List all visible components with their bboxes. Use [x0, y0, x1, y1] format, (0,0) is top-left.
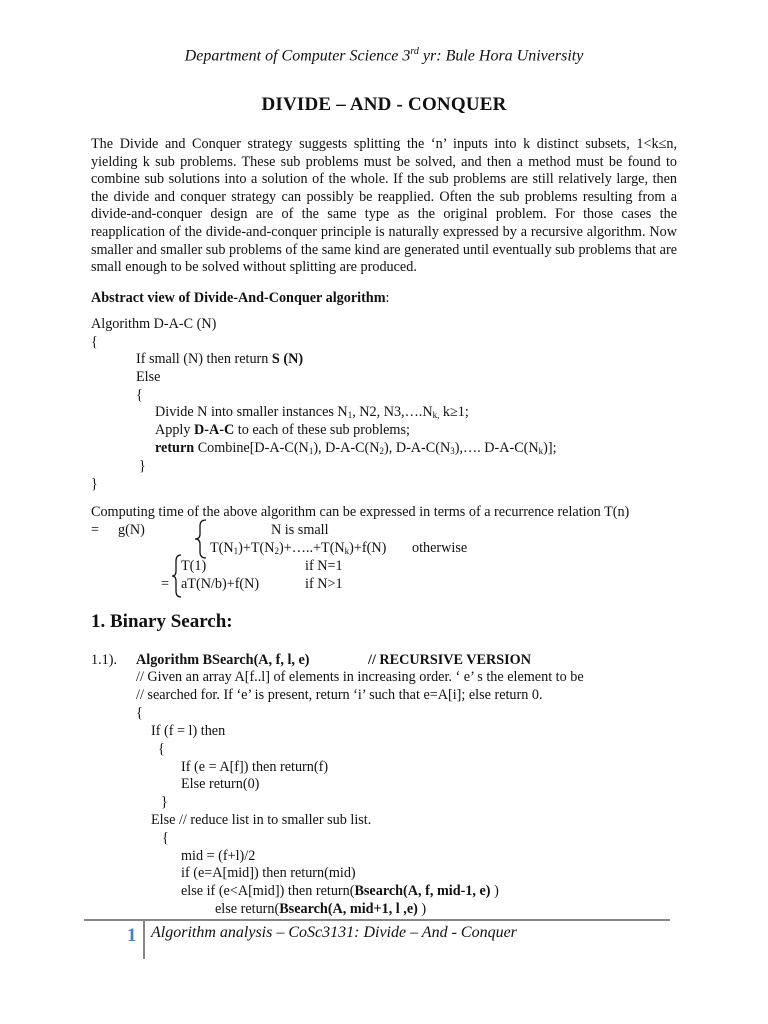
algo-sub: k — [538, 446, 544, 456]
bsearch-signature: Algorithm BSearch(A, f, l, e) — [136, 652, 310, 668]
bsearch-comment — [368, 652, 531, 670]
footer-divider — [84, 919, 670, 921]
algo-sub: 3 — [450, 446, 455, 456]
intro-paragraph: The Divide and Conquer strategy suggests splitting the ‘n’ inputs into k distinct subsets, 1<k≤n, yielding k sub problems. These sub problems must be solved, and then a method must be found to combine sub solutions into a solution of the whole. If the sub problems are still relatively large, then the divide and conquer strategy can possibly be reapplied. Often the sub problems resulting from a divide-and-conquer design are of the same type as the original problem. For those cases the reapplication of the divide-and-conquer principle is naturally expressed by a recursive algorithm. Now smaller and smaller sub problems of the same kind are generated until eventually sub problems that are small enough to be solved without splitting are produced. — [91, 136, 677, 276]
code-line: // searched for. If ‘e’ is present, return ‘i’ such that e=A[i]; else return 0. — [136, 687, 543, 703]
code-line: { — [162, 830, 169, 846]
abstract-heading-text: Abstract view of Divide-And-Conquer algorithm — [91, 290, 386, 306]
algo-line — [155, 440, 557, 458]
algo-line: Algorithm D-A-C (N) — [91, 316, 217, 332]
algo-line: Else — [136, 369, 161, 385]
algo-bold: S (N) — [271, 351, 304, 367]
page-header — [0, 46, 768, 65]
bsearch-heading — [136, 652, 310, 670]
bsearch-comment-text: // RECURSIVE VERSION — [368, 652, 531, 668]
left-brace-icon — [192, 518, 210, 560]
page-number: 1 — [127, 925, 137, 946]
code-line: // Given an array A[f..l] of elements in increasing order. ‘ e’ s the element to be — [136, 669, 584, 685]
section-heading-binary-search: 1. Binary Search: — [91, 611, 233, 632]
rec-sub: 2 — [274, 546, 280, 556]
rec-sub: 1 — [233, 546, 239, 556]
algo-text: Apply — [155, 422, 195, 438]
code-line — [181, 883, 499, 901]
header-superscript: rd — [410, 46, 419, 57]
rec-text: T(N — [210, 540, 234, 556]
rec-text: )+f(N) — [349, 540, 387, 556]
code-line: mid = (f+l)/2 — [181, 848, 256, 864]
algo-line: } — [91, 476, 98, 492]
algo-line: { — [91, 334, 98, 350]
algo-bold: return — [155, 440, 195, 456]
abstract-heading — [91, 290, 389, 308]
algo-text: )]; — [543, 440, 557, 456]
abstract-heading-colon: : — [385, 290, 390, 306]
header-text: Department of Computer Science 3 — [184, 47, 411, 65]
algo-line: { — [136, 387, 143, 403]
code-text: ) — [417, 901, 427, 917]
code-text: else return( — [215, 901, 280, 917]
algo-text: ), D-A-C(N — [384, 440, 451, 456]
page-title: DIVIDE – AND - CONQUER — [261, 94, 507, 115]
recurrence-if1: if N=1 — [305, 558, 343, 574]
code-line: If (e = A[f]) then return(f) — [181, 759, 329, 775]
code-line: if (e=A[mid]) then return(mid) — [181, 865, 356, 881]
code-line: Else // reduce list in to smaller sub list. — [151, 812, 372, 828]
code-line: { — [158, 741, 165, 757]
rec-text: )+T(N — [238, 540, 275, 556]
recurrence-at: aT(N/b)+f(N) — [181, 576, 260, 592]
algo-line — [155, 404, 469, 422]
recurrence-g: g(N) — [118, 522, 145, 538]
recurrence-equals: = — [91, 522, 100, 538]
recurrence-intro: Computing time of the above algorithm can be expressed in terms of a recurrence relation T(n) — [91, 504, 630, 520]
rec-sub: k — [344, 546, 350, 556]
algo-line — [136, 351, 303, 369]
algo-line: } — [139, 458, 146, 474]
rec-text: )+…..+T(N — [279, 540, 345, 556]
algo-sub: 1 — [347, 410, 353, 420]
footer-text: Algorithm analysis – CoSc3131: Divide – And - Conquer — [151, 924, 517, 941]
algo-text: ), D-A-C(N — [313, 440, 380, 456]
algo-sub: 2 — [379, 446, 385, 456]
algo-text: If small (N) then return — [136, 351, 272, 367]
code-bold: Bsearch(A, mid+1, l ,e) — [279, 901, 418, 917]
code-text: else if (e<A[mid]) then return( — [181, 883, 355, 899]
algo-sub: 1 — [308, 446, 314, 456]
algo-line — [155, 422, 410, 440]
recurrence-small: N is small — [271, 522, 329, 538]
code-line — [215, 901, 426, 919]
code-line: } — [161, 794, 168, 810]
algo-text: , N2, N3,….N — [352, 404, 433, 420]
algo-text: to each of these sub problems; — [234, 422, 410, 438]
code-line: If (f = l) then — [151, 723, 226, 739]
header-text-rest: yr: Bule Hora University — [418, 47, 584, 65]
algo-bold: D-A-C — [194, 422, 235, 438]
bsearch-number: 1.1). — [91, 652, 118, 668]
algo-text: k≥1; — [439, 404, 469, 420]
recurrence-if2: if N>1 — [305, 576, 343, 592]
algo-sub: k, — [432, 410, 440, 420]
recurrence-case2 — [210, 540, 386, 558]
code-line: { — [136, 705, 143, 721]
recurrence-otherwise: otherwise — [412, 540, 468, 556]
recurrence-t1: T(1) — [181, 558, 207, 574]
recurrence-equals-2: = — [161, 576, 170, 592]
code-line: Else return(0) — [181, 776, 260, 792]
algo-text: Combine[D-A-C(N — [194, 440, 309, 456]
algo-text: ),…. D-A-C(N — [454, 440, 539, 456]
code-bold: Bsearch(A, f, mid-1, e) — [354, 883, 491, 899]
algo-text: Divide N into smaller instances N — [155, 404, 348, 420]
footer-vertical-divider — [143, 921, 145, 959]
code-text: ) — [490, 883, 499, 899]
